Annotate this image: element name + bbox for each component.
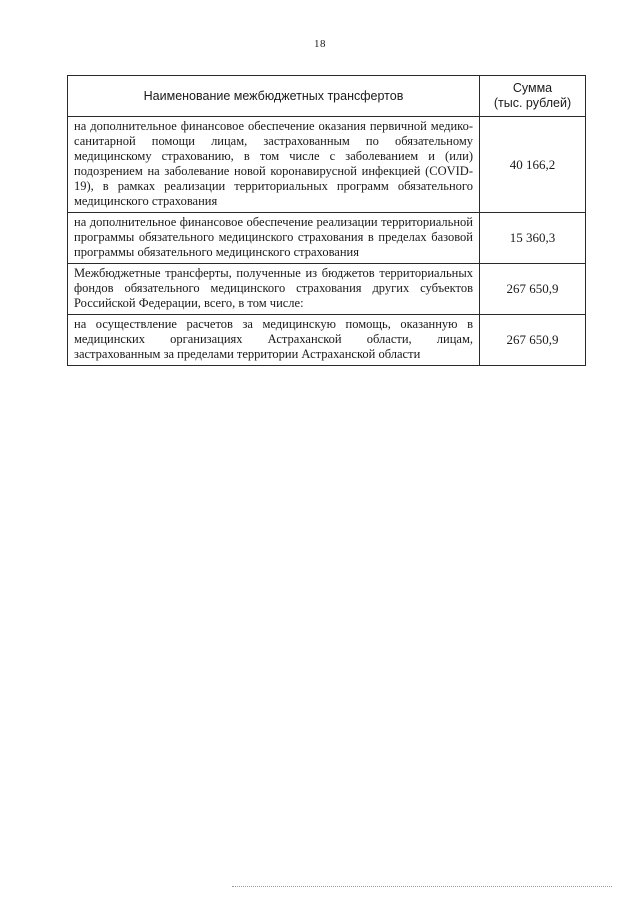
column-header-sum-unit: (тыс. рублей) [493, 96, 572, 110]
row-name-transfers-other-subjects: Межбюджетные трансферты, полученные из бюджетов территориальных фондов обязательного медицинского страхования других субъектов Российской Федерации, всего, в том числе: [68, 264, 480, 315]
row-name-territorial-program: на дополнительное финансовое обеспечение реализации территориальной программы обязательного медицинского страхования в пределах базовой программы обязательного медицинского страхования [68, 213, 480, 264]
column-header-sum-title: Сумма [512, 81, 553, 95]
column-header-name: Наименование межбюджетных трансфертов [68, 76, 480, 117]
transfers-table [67, 75, 586, 366]
row-amount-territorial-program: 15 360,3 [480, 213, 586, 264]
scan-footer-line [232, 886, 612, 888]
table-row [68, 264, 586, 315]
row-name-settlements-astrakhan: на осуществление расчетов за медицинскую помощь, оказанную в медицинских организациях Астраханской области, лицам, застрахованным за пределами территории Астраханской области [68, 315, 480, 366]
row-name-covid-primary-care: на дополнительное финансовое обеспечение оказания первичной медико-санитарной помощи лицам, застрахованным по обязательному медицинскому страхованию, в том числе с заболеванием и (или) подозрением на заболевание новой коронавирусной инфекцией (COVID-19), в рамках реализации территориальных программ обязательного медицинского страхования [68, 117, 480, 213]
row-amount-settlements-astrakhan: 267 650,9 [480, 315, 586, 366]
table-header-row [68, 76, 586, 117]
row-amount-transfers-other-subjects: 267 650,9 [480, 264, 586, 315]
table-row [68, 213, 586, 264]
table-row [68, 117, 586, 213]
column-header-sum [480, 76, 586, 117]
row-amount-covid-primary-care: 40 166,2 [480, 117, 586, 213]
table-row [68, 315, 586, 366]
page-number: 18 [314, 38, 326, 50]
